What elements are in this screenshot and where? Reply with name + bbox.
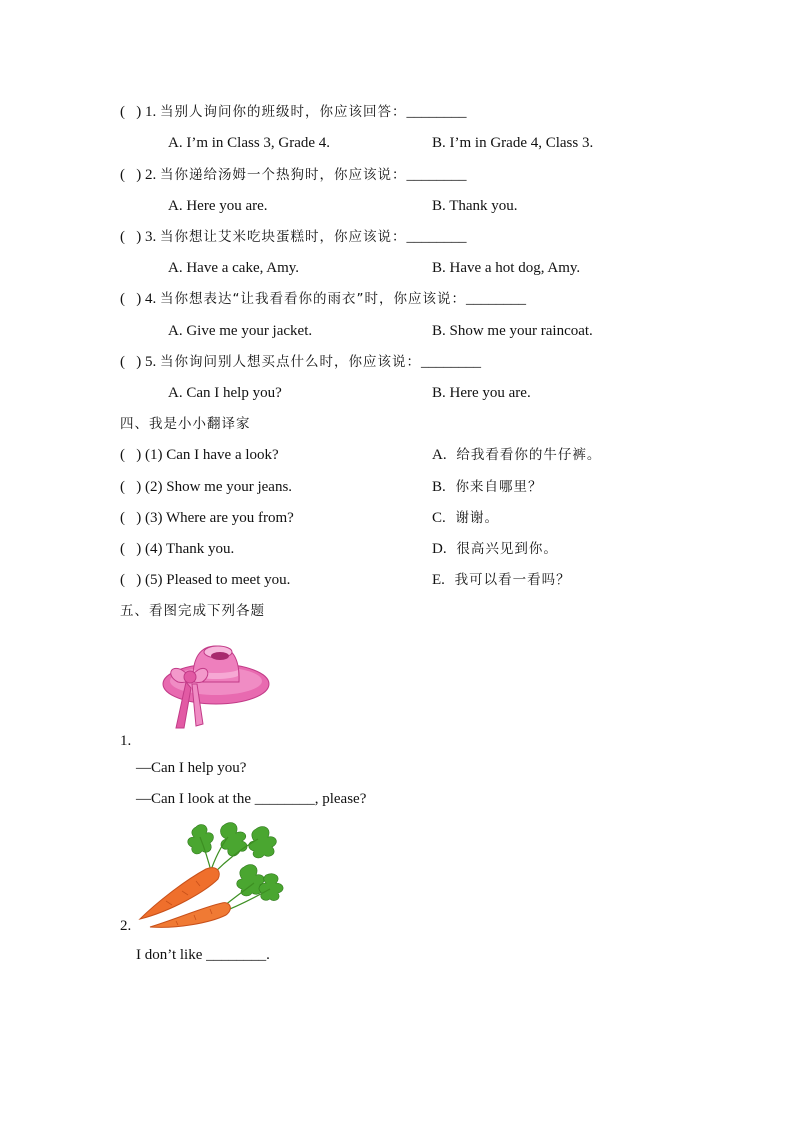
matching-right: 你来自哪里？	[455, 479, 543, 495]
option-b: B. Show me your raincoat.	[432, 323, 593, 339]
matching-letter: D.	[432, 541, 447, 557]
matching-left: ( ) (1) Can I have a look?	[120, 447, 279, 463]
matching-letter: B.	[432, 479, 446, 495]
question-prompt: 当你想让艾米吃块蛋糕时，你应该说：	[160, 229, 407, 245]
matching-right: 我可以看一看吗？	[454, 572, 571, 588]
question-prompt: 当你递给汤姆一个热狗时，你应该说：	[160, 167, 407, 183]
option-a: A. Here you are.	[168, 198, 268, 214]
answer-blank[interactable]: ________	[421, 354, 481, 370]
option-a: A. Have a cake, Amy.	[168, 260, 300, 276]
question-prompt: 当别人询问你的班级时，你应该回答：	[160, 104, 407, 120]
matching-left: ( ) (2) Show me your jeans.	[120, 479, 293, 495]
question-prompt: 当你想表达“让我看看你的雨衣”时，你应该说：	[160, 291, 466, 307]
question-number: ( ) 3.	[120, 229, 157, 245]
option-b: B. I’m in Grade 4, Class 3.	[432, 135, 594, 151]
section-5-title: 五、看图完成下列各题	[120, 603, 265, 619]
matching-right: 给我看看你的牛仔裤。	[456, 447, 602, 463]
matching-letter: E.	[432, 572, 445, 588]
answer-blank[interactable]: ________	[406, 167, 467, 183]
question-number: ( ) 2.	[120, 167, 157, 183]
option-a: A. Can I help you?	[168, 385, 282, 401]
matching-right: 很高兴见到你。	[456, 541, 558, 557]
q1-line-2: —Can I look at the ________, please?	[136, 791, 367, 807]
question-number: ( ) 5.	[120, 354, 157, 370]
q1-line-1: —Can I help you?	[136, 760, 247, 776]
matching-left: ( ) (3) Where are you from?	[120, 510, 294, 526]
question-prompt: 当你询问别人想买点什么时，你应该说：	[160, 354, 421, 370]
answer-blank[interactable]: ________	[406, 104, 467, 120]
option-b: B. Here you are.	[432, 385, 531, 401]
carrots-image	[136, 815, 294, 933]
option-a: A. Give me your jacket.	[168, 323, 313, 339]
answer-blank[interactable]: ________	[466, 291, 526, 307]
option-b: B. Thank you.	[432, 198, 518, 214]
q2-number: 2.	[120, 918, 132, 934]
option-a: A. I’m in Class 3, Grade 4.	[168, 135, 331, 151]
matching-right: 谢谢。	[455, 510, 500, 526]
matching-left: ( ) (4) Thank you.	[120, 541, 235, 557]
matching-letter: A.	[432, 447, 447, 463]
matching-left: ( ) (5) Pleased to meet you.	[120, 572, 291, 588]
pink-hat-image	[160, 640, 272, 732]
answer-blank[interactable]: ________	[406, 229, 467, 245]
q2-line-1: I don’t like ________.	[136, 947, 270, 963]
question-number: ( ) 1.	[120, 104, 157, 120]
matching-letter: C.	[432, 510, 446, 526]
option-b: B. Have a hot dog, Amy.	[432, 260, 581, 276]
section-4-title: 四、我是小小翻译家	[120, 416, 251, 432]
q1-number: 1.	[120, 733, 132, 749]
question-number: ( ) 4.	[120, 291, 157, 307]
